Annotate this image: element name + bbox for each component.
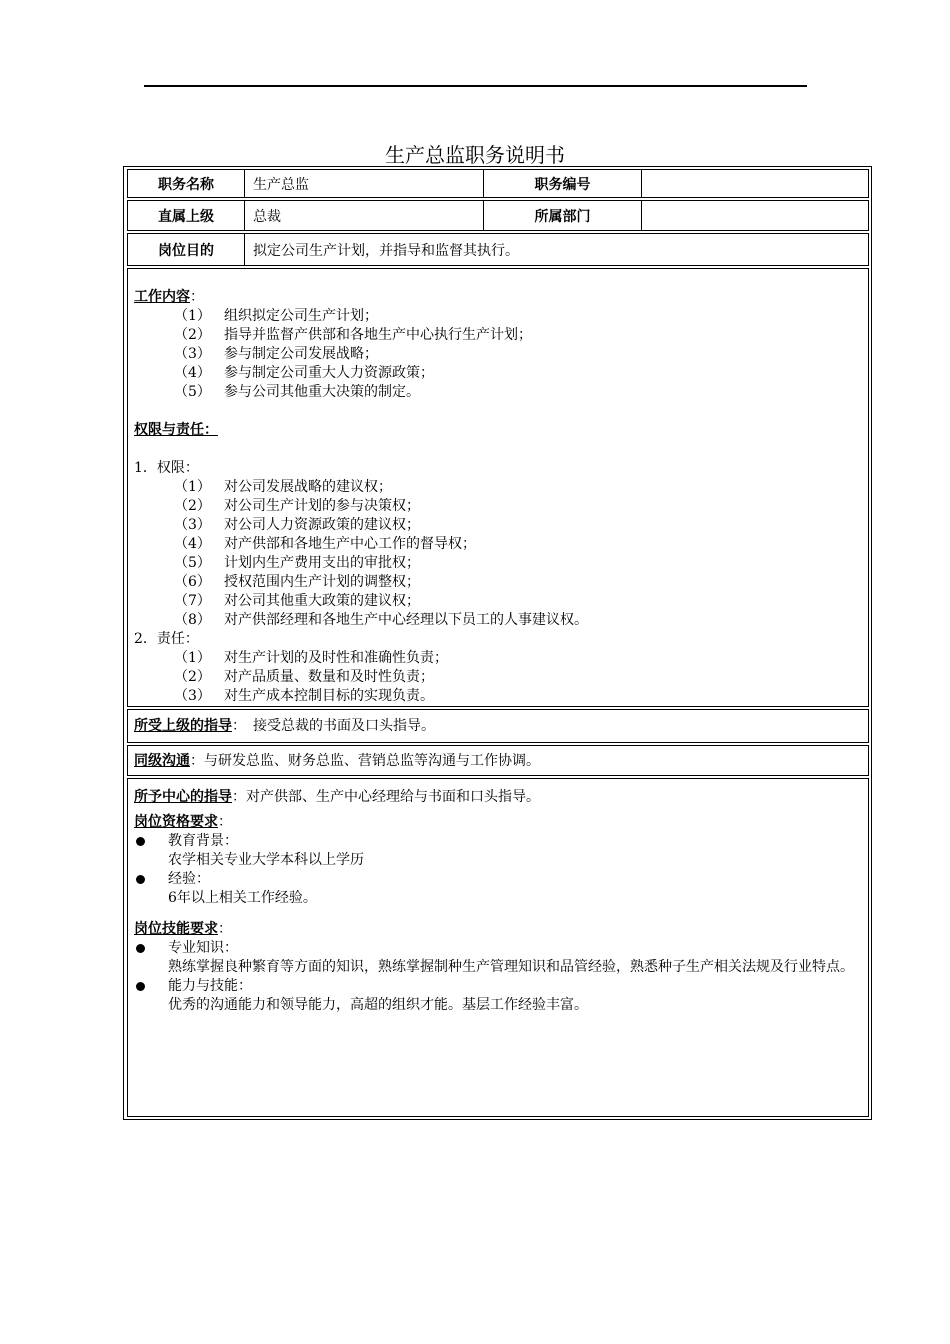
item-text: 对公司人力资源政策的建议权； <box>224 517 420 533</box>
skills-colon: ： <box>218 921 232 937</box>
guidance-given-line <box>134 788 858 807</box>
item-number: （5） <box>174 384 211 400</box>
item-number: （1） <box>174 479 211 495</box>
guidance-given-label: 所予中心的指导 <box>134 789 232 805</box>
list-item <box>134 478 588 497</box>
qualification-section-content <box>134 788 858 1015</box>
knowledge-value: 熟练掌握良种繁育等方面的知识，熟练掌握制种生产管理知识和品管经验，熟悉种子生产相关法规及行业特点。 <box>168 959 854 975</box>
list-item <box>134 668 588 687</box>
bullet-icon <box>136 875 145 884</box>
item-number: （2） <box>174 327 211 343</box>
superior-value: 总裁 <box>244 200 484 231</box>
job-name-value: 生产总监 <box>244 169 484 198</box>
item-text: 对产供部经理和各地生产中心经理以下员工的人事建议权。 <box>224 612 588 628</box>
guidance-received-text: ： 接受总裁的书面及口头指导。 <box>232 718 435 734</box>
list-item <box>134 345 588 364</box>
item-text: 对生产成本控制目标的实现负责。 <box>224 688 434 704</box>
peer-communication-line <box>134 752 540 771</box>
item-text: 对公司发展战略的建议权； <box>224 479 392 495</box>
bullet-icon <box>136 944 145 953</box>
list-item <box>134 687 588 706</box>
duties-section-content <box>134 288 588 706</box>
guidance-received-label: 所受上级的指导 <box>134 718 232 734</box>
department-value <box>641 200 869 231</box>
item-text: 组织拟定公司生产计划； <box>224 308 378 324</box>
item-number: （1） <box>174 308 211 324</box>
experience-value: 6年以上相关工作经验。 <box>168 890 317 906</box>
list-item <box>134 573 588 592</box>
guidance-given-text: ：对产供部、生产中心经理给与书面和口头指导。 <box>232 789 540 805</box>
item-text: 计划内生产费用支出的审批权； <box>224 555 420 571</box>
authority-heading: 权限与责任： <box>134 422 218 438</box>
item-number: （4） <box>174 536 211 552</box>
peer-communication-label: 同级沟通 <box>134 753 190 769</box>
list-item <box>134 307 588 326</box>
list-item <box>134 364 588 383</box>
item-number: （2） <box>174 669 211 685</box>
education-value: 农学相关专业大学本科以上学历 <box>168 852 364 868</box>
item-text: 对生产计划的及时性和准确性负责； <box>224 650 448 666</box>
item-number: （8） <box>174 612 211 628</box>
knowledge-label: 专业知识： <box>168 940 238 956</box>
purpose-label: 岗位目的 <box>127 233 245 266</box>
item-number: （4） <box>174 365 211 381</box>
bullet-icon <box>136 837 145 846</box>
qualification-heading-line <box>134 813 858 832</box>
guidance-received-line <box>134 717 435 736</box>
bullet-icon <box>136 982 145 991</box>
list-item <box>134 649 588 668</box>
list-item <box>134 870 858 889</box>
item-text: 对公司生产计划的参与决策权； <box>224 498 420 514</box>
item-text: 参与制定公司重大人力资源政策； <box>224 365 434 381</box>
list-item <box>134 554 588 573</box>
item-number: （2） <box>174 498 211 514</box>
list-item <box>134 516 588 535</box>
list-item <box>134 939 858 958</box>
department-label: 所属部门 <box>483 200 642 231</box>
document-title: 生产总监职务说明书 <box>385 143 565 167</box>
item-text: 对产供部和各地生产中心工作的督导权； <box>224 536 476 552</box>
experience-label: 经验： <box>168 871 210 887</box>
purpose-value: 拟定公司生产计划，并指导和监督其执行。 <box>244 233 869 266</box>
item-number: （3） <box>174 688 211 704</box>
peer-communication-text: ：与研发总监、财务总监、营销总监等沟通与工作协调。 <box>190 753 540 769</box>
header-rule <box>144 85 807 87</box>
list-item <box>134 326 588 345</box>
list-item <box>134 535 588 554</box>
item-text: 对产品质量、数量和及时性负责； <box>224 669 434 685</box>
item-number: （6） <box>174 574 211 590</box>
item-number: （3） <box>174 517 211 533</box>
work-heading-colon: ： <box>190 289 204 305</box>
job-name-label: 职务名称 <box>127 169 245 198</box>
qualification-colon: ： <box>218 814 232 830</box>
education-label: 教育背景： <box>168 833 238 849</box>
ability-label: 能力与技能： <box>168 978 252 994</box>
list-item <box>134 832 858 851</box>
work-heading-line <box>134 288 588 307</box>
item-text: 指导并监督产供部和各地生产中心执行生产计划； <box>224 327 532 343</box>
item-text: 授权范围内生产计划的调整权； <box>224 574 420 590</box>
skills-heading-line <box>134 920 858 939</box>
skills-heading: 岗位技能要求 <box>134 921 218 937</box>
job-code-label: 职务编号 <box>483 169 642 198</box>
duties-label: 2．责任： <box>134 631 199 647</box>
list-item <box>134 383 588 402</box>
qualification-heading: 岗位资格要求 <box>134 814 218 830</box>
list-item <box>134 592 588 611</box>
work-heading: 工作内容 <box>134 289 190 305</box>
item-number: （5） <box>174 555 211 571</box>
item-number: （7） <box>174 593 211 609</box>
item-text: 参与公司其他重大决策的制定。 <box>224 384 420 400</box>
job-code-value <box>641 169 869 198</box>
list-item <box>134 611 588 630</box>
item-text: 参与制定公司发展战略； <box>224 346 378 362</box>
item-text: 对公司其他重大政策的建议权； <box>224 593 420 609</box>
item-number: （3） <box>174 346 211 362</box>
superior-label: 直属上级 <box>127 200 245 231</box>
powers-label: 1．权限： <box>134 460 199 476</box>
item-number: （1） <box>174 650 211 666</box>
list-item <box>134 977 858 996</box>
ability-value: 优秀的沟通能力和领导能力，高超的组织才能。基层工作经验丰富。 <box>168 997 588 1013</box>
list-item <box>134 497 588 516</box>
